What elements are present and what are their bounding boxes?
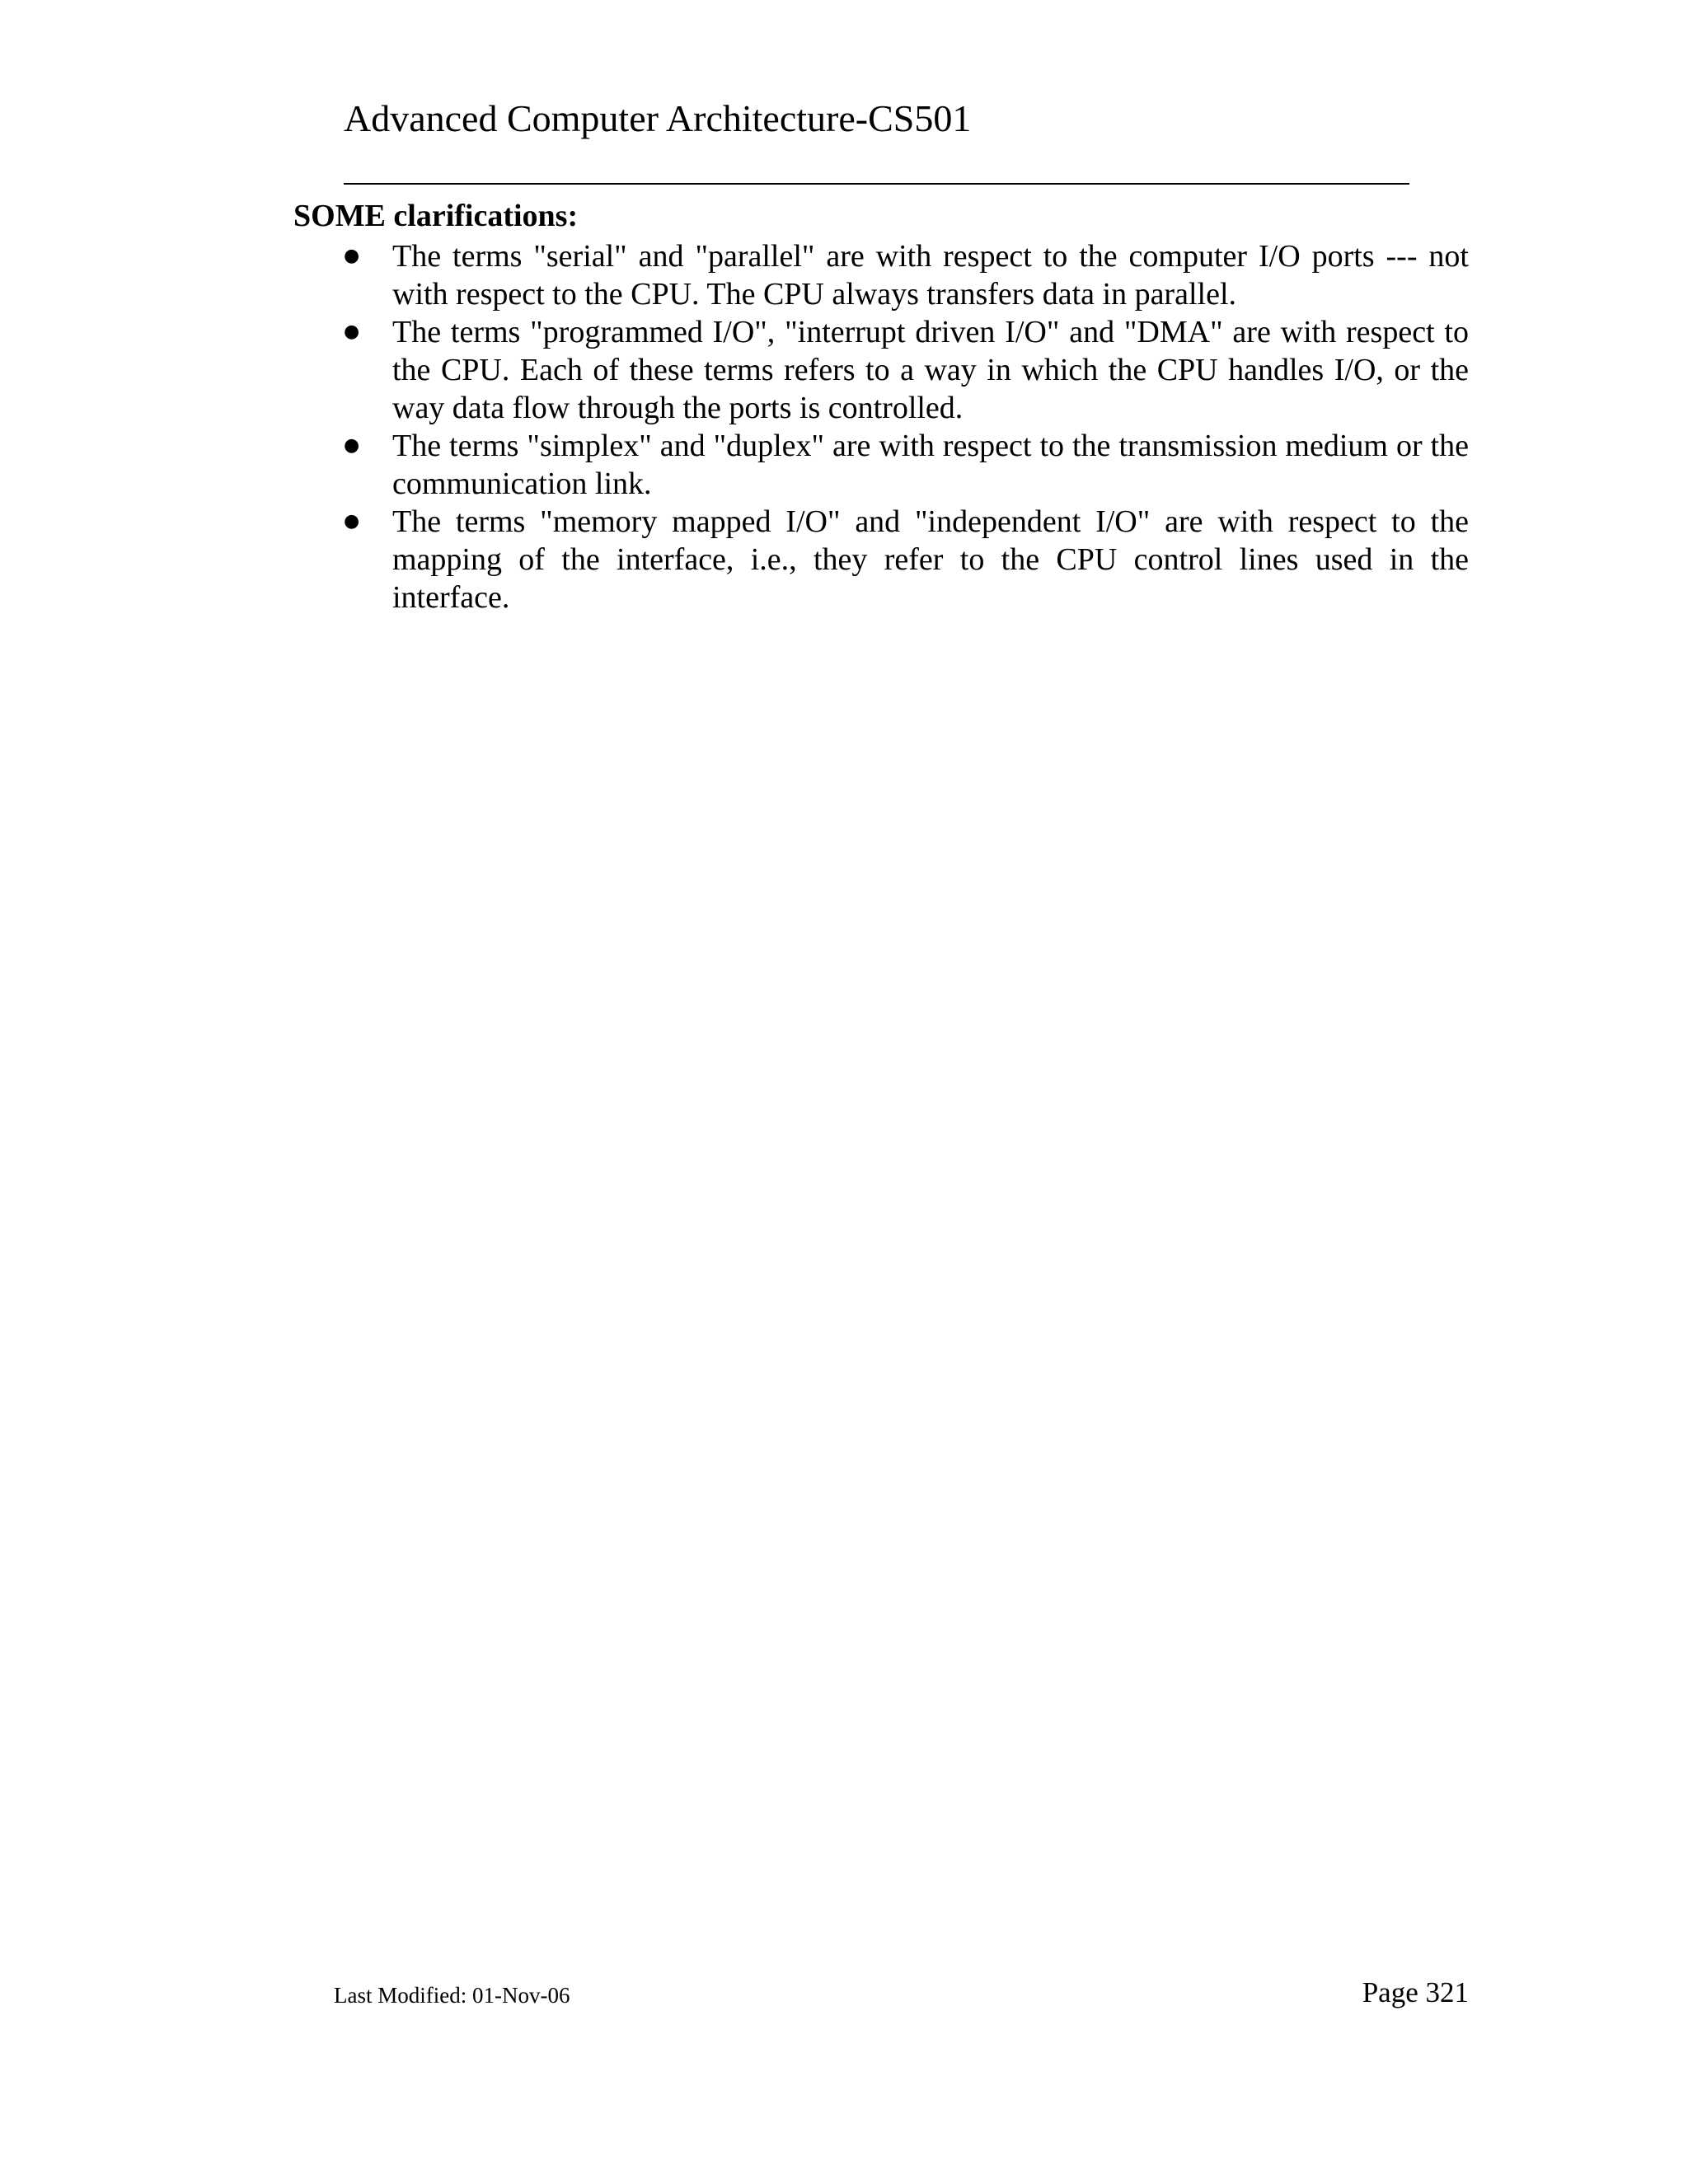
list-item-text: The terms "programmed I/O", "interrupt driven I/O" and "DMA" are with respect to the CPU. Each of these terms refers to a way in which the CPU handles I/O, or the way data flow through the ports is controlled. bbox=[392, 315, 1469, 425]
footer-last-modified: Last Modified: 01-Nov-06 bbox=[334, 1983, 570, 2008]
bullet-dot-icon: ● bbox=[344, 435, 360, 456]
list-item-text: The terms "serial" and "parallel" are with respect to the computer I/O ports --- not with respect to the CPU. The CPU always transfers data in parallel. bbox=[392, 239, 1469, 312]
clarifications-list bbox=[344, 237, 1469, 616]
section-heading: SOME clarifications: bbox=[293, 199, 579, 233]
document-header-title: Advanced Computer Architecture-CS501 bbox=[344, 97, 972, 139]
list-item-text: The terms "simplex" and "duplex" are with respect to the transmission medium or the communication link. bbox=[392, 429, 1469, 501]
list-item bbox=[344, 503, 1469, 616]
bullet-dot-icon: ● bbox=[344, 246, 360, 266]
list-item-text: The terms "memory mapped I/O" and "independent I/O" are with respect to the mapping of the interface, i.e., they refer to the CPU control lines used in the interface. bbox=[392, 504, 1469, 615]
list-item bbox=[344, 427, 1469, 503]
bullet-dot-icon: ● bbox=[344, 511, 360, 532]
header-divider bbox=[344, 183, 1409, 185]
bullet-dot-icon: ● bbox=[344, 321, 360, 342]
list-item bbox=[344, 237, 1469, 313]
footer-page-number: Page 321 bbox=[1362, 1976, 1469, 2008]
list-item bbox=[344, 313, 1469, 427]
